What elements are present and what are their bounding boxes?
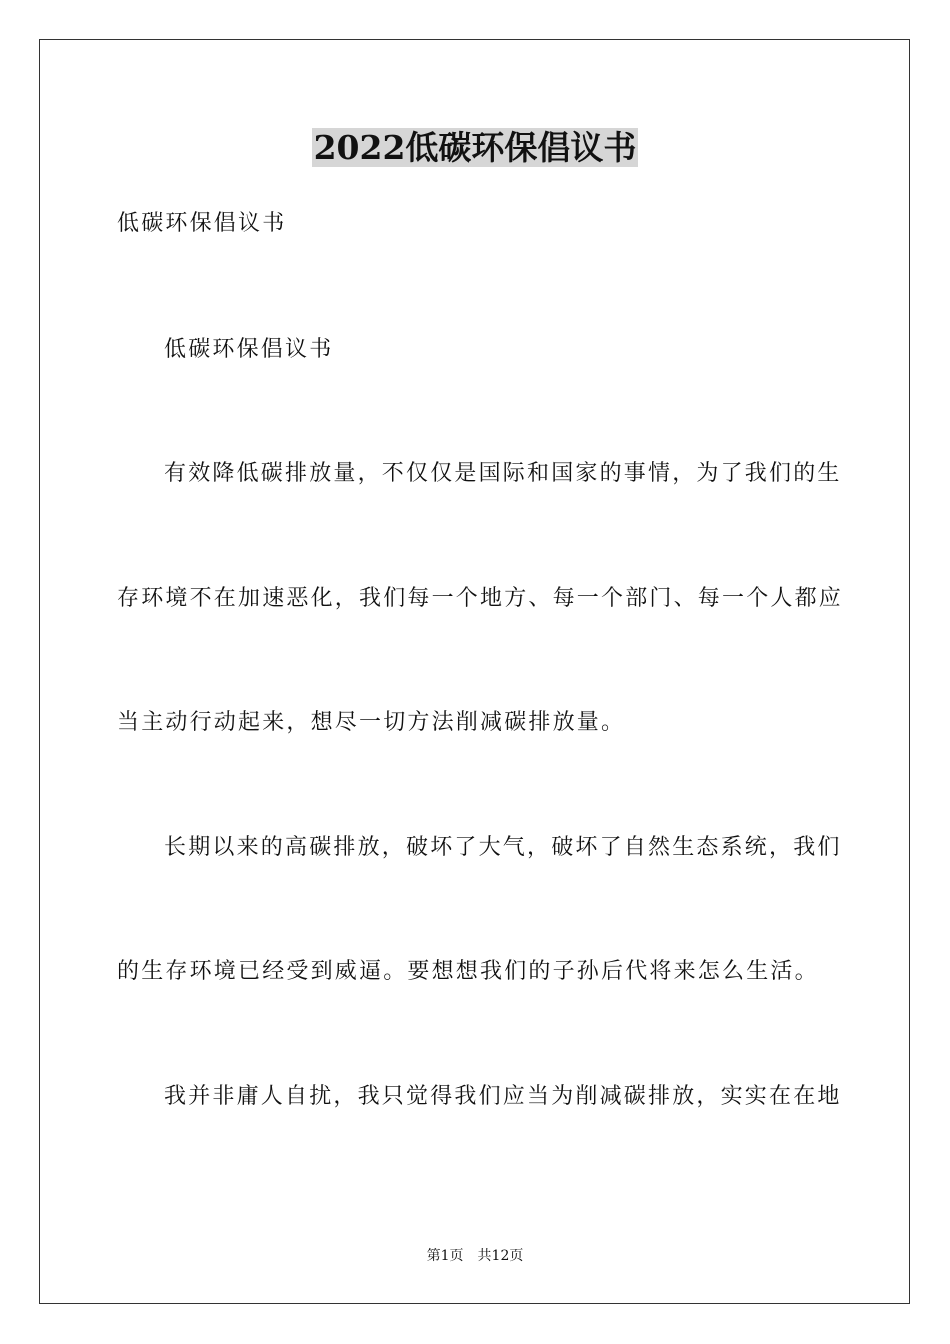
page-footer: 第1页 共12页 bbox=[426, 1248, 524, 1264]
text-line-6: 长期以来的高碳排放，破坏了大气，破坏了自然生态系统，我们 bbox=[164, 835, 842, 860]
text-line-2: 低碳环保倡议书 bbox=[164, 337, 334, 362]
document-title bbox=[0, 122, 950, 174]
text-line-5: 当主动行动起来，想尽一切方法削减碳排放量。 bbox=[117, 710, 626, 735]
text-line-8: 我并非庸人自扰，我只觉得我们应当为削减碳排放，实实在在地 bbox=[164, 1084, 842, 1109]
text-line-4: 存环境不在加速恶化，我们每一个地方、每一个部门、每一个人都应 bbox=[117, 586, 844, 611]
text-line-1: 低碳环保倡议书 bbox=[117, 211, 287, 236]
text-line-3: 有效降低碳排放量，不仅仅是国际和国家的事情，为了我们的生 bbox=[164, 461, 842, 486]
text-line-7: 的生存环境已经受到威逼。要想想我们的子孙后代将来怎么生活。 bbox=[117, 959, 819, 984]
document-title-text: 2022低碳环保倡议书 bbox=[313, 128, 637, 167]
